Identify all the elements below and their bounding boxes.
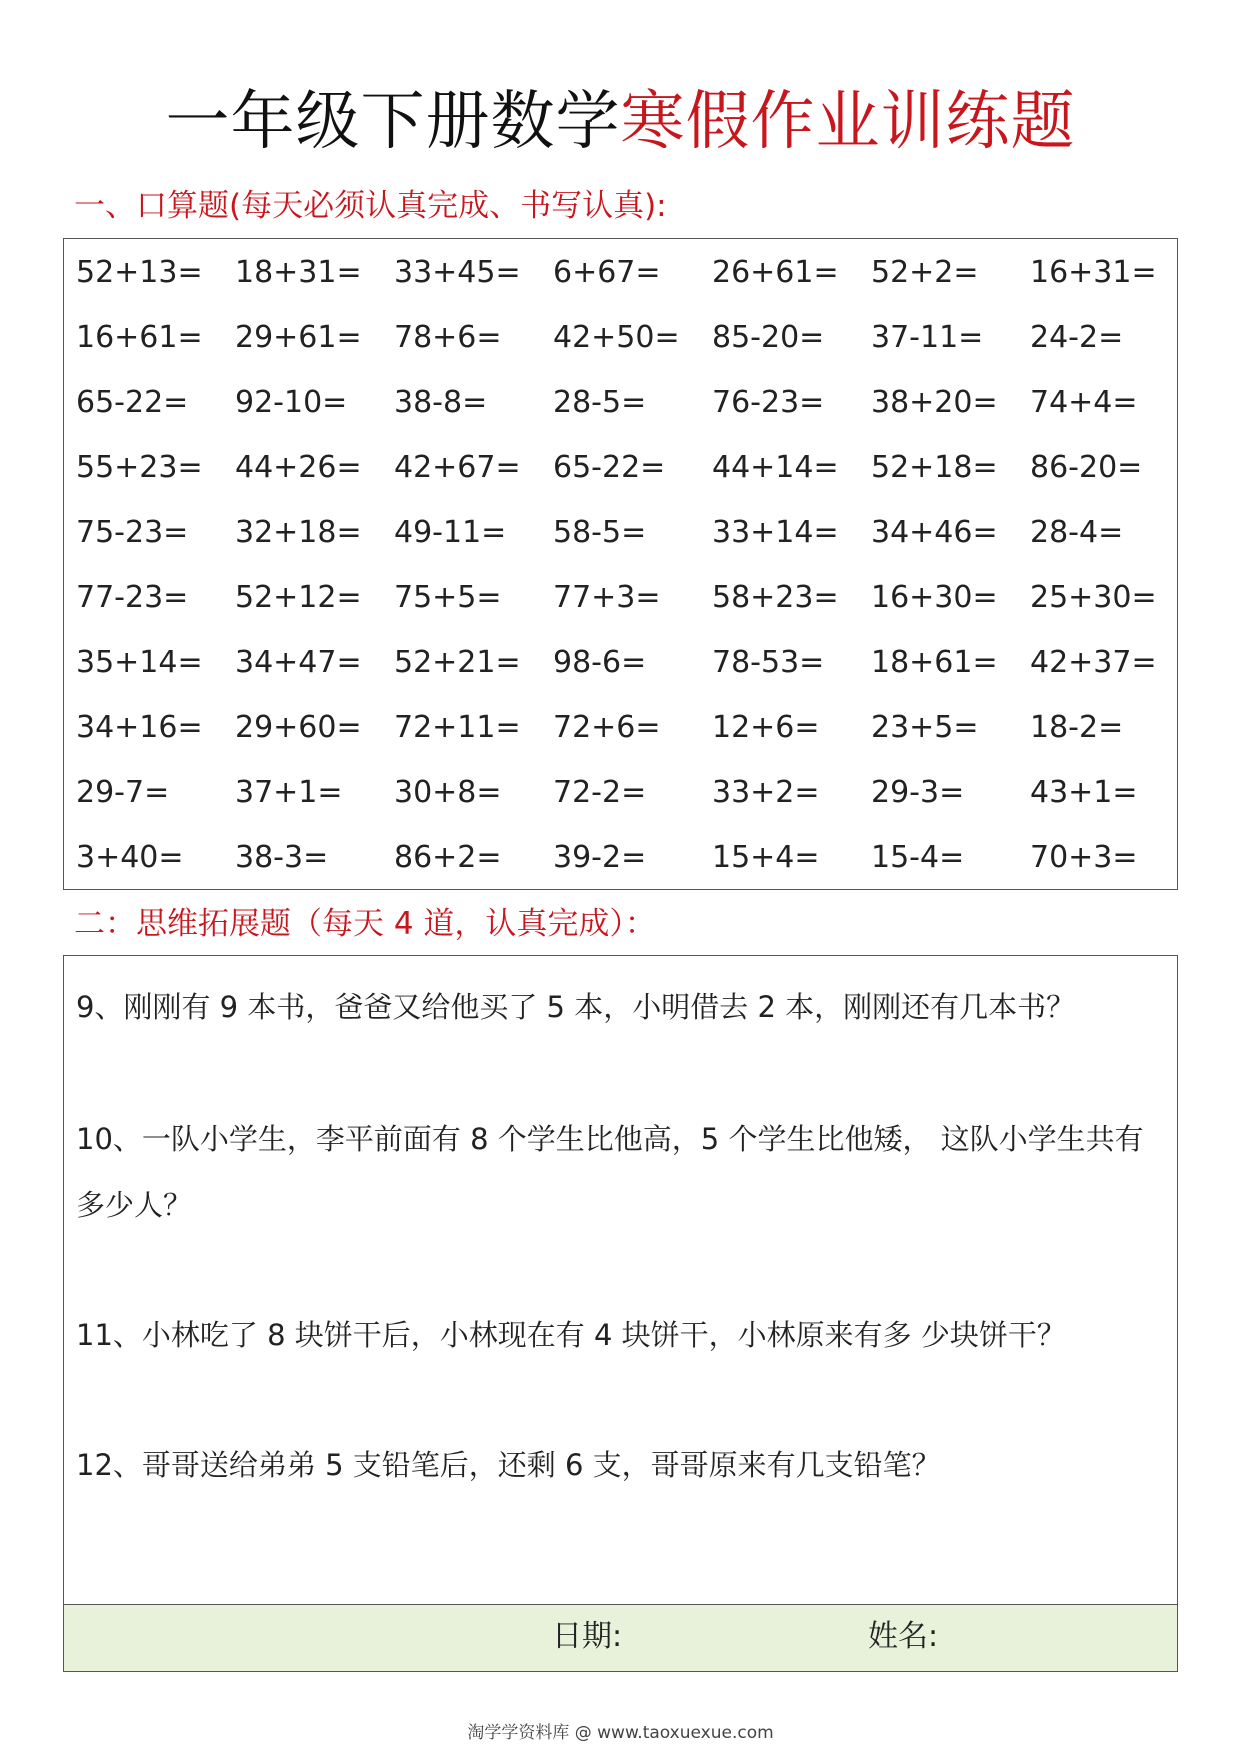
math-problem: 44+14= bbox=[712, 450, 839, 485]
math-problem: 16+61= bbox=[76, 320, 203, 355]
word-problem-10: 10、一队小学生，李平前面有 8 个学生比他高，5 个学生比他矮， 这队小学生共有多少人？ bbox=[76, 1122, 1144, 1222]
math-problem: 58-5= bbox=[553, 515, 647, 550]
math-problem: 29-7= bbox=[76, 775, 170, 810]
math-problem: 34+16= bbox=[76, 710, 203, 745]
math-problem: 15-4= bbox=[871, 840, 965, 875]
section2-heading: 二：思维拓展题（每天 4 道，认真完成）： bbox=[74, 906, 656, 942]
math-problem: 34+47= bbox=[235, 645, 362, 680]
math-problem: 52+21= bbox=[394, 645, 521, 680]
page-title bbox=[0, 82, 1241, 162]
footer-band bbox=[64, 1604, 1177, 1671]
math-problem: 75-23= bbox=[76, 515, 189, 550]
math-problem: 98-6= bbox=[553, 645, 647, 680]
date-label: 日期: bbox=[552, 1619, 623, 1654]
math-problem: 29+61= bbox=[235, 320, 362, 355]
math-problem: 35+14= bbox=[76, 645, 203, 680]
section1-heading: 一、口算题(每天必须认真完成、书写认真): bbox=[74, 188, 667, 224]
math-problem: 37-11= bbox=[871, 320, 984, 355]
word-problem-11: 11、小林吃了 8 块饼干后，小林现在有 4 块饼干，小林原来有多 少块饼干？ bbox=[76, 1318, 1066, 1352]
title-part-red: 寒假作业训练题 bbox=[620, 85, 1076, 159]
math-problem: 78+6= bbox=[394, 320, 502, 355]
math-problem: 86-20= bbox=[1030, 450, 1143, 485]
math-problem: 76-23= bbox=[712, 385, 825, 420]
math-problem: 72-2= bbox=[553, 775, 647, 810]
math-problem: 32+18= bbox=[235, 515, 362, 550]
math-problem: 44+26= bbox=[235, 450, 362, 485]
math-problem: 18+31= bbox=[235, 255, 362, 290]
math-problem: 24-2= bbox=[1030, 320, 1124, 355]
mental-math-box bbox=[63, 238, 1178, 890]
math-problem: 86+2= bbox=[394, 840, 502, 875]
math-problem: 38+20= bbox=[871, 385, 998, 420]
math-problem: 25+30= bbox=[1030, 580, 1157, 615]
math-problem: 39-2= bbox=[553, 840, 647, 875]
math-problem: 33+45= bbox=[394, 255, 521, 290]
math-problem: 37+1= bbox=[235, 775, 343, 810]
mental-math-grid bbox=[76, 251, 1177, 901]
math-problem: 75+5= bbox=[394, 580, 502, 615]
math-problem: 42+67= bbox=[394, 450, 521, 485]
math-problem: 42+50= bbox=[553, 320, 680, 355]
math-problem: 72+11= bbox=[394, 710, 521, 745]
math-problem: 77+3= bbox=[553, 580, 661, 615]
word-problem-12: 12、哥哥送给弟弟 5 支铅笔后，还剩 6 支，哥哥原来有几支铅笔？ bbox=[76, 1448, 941, 1482]
math-problem: 15+4= bbox=[712, 840, 820, 875]
math-problem: 55+23= bbox=[76, 450, 203, 485]
math-problem: 18+61= bbox=[871, 645, 998, 680]
math-problem: 29+60= bbox=[235, 710, 362, 745]
word-problem-9: 9、刚刚有 9 本书，爸爸又给他买了 5 本，小明借去 2 本，刚刚还有几本书？ bbox=[76, 990, 1076, 1024]
math-problem: 52+12= bbox=[235, 580, 362, 615]
math-problem: 38-3= bbox=[235, 840, 329, 875]
math-problem: 65-22= bbox=[76, 385, 189, 420]
math-problem: 42+37= bbox=[1030, 645, 1157, 680]
math-problem: 43+1= bbox=[1030, 775, 1138, 810]
math-problem: 78-53= bbox=[712, 645, 825, 680]
math-problem: 72+6= bbox=[553, 710, 661, 745]
math-problem: 77-23= bbox=[76, 580, 189, 615]
math-problem: 65-22= bbox=[553, 450, 666, 485]
math-problem: 23+5= bbox=[871, 710, 979, 745]
math-problem: 3+40= bbox=[76, 840, 184, 875]
math-problem: 26+61= bbox=[712, 255, 839, 290]
math-problem: 74+4= bbox=[1030, 385, 1138, 420]
math-problem: 49-11= bbox=[394, 515, 507, 550]
math-problem: 16+30= bbox=[871, 580, 998, 615]
math-problem: 30+8= bbox=[394, 775, 502, 810]
math-problem: 18-2= bbox=[1030, 710, 1124, 745]
watermark: 淘学学资料库 @ www.taoxuexue.com bbox=[467, 1723, 774, 1743]
math-problem: 38-8= bbox=[394, 385, 488, 420]
math-problem: 58+23= bbox=[712, 580, 839, 615]
math-problem: 70+3= bbox=[1030, 840, 1138, 875]
math-problem: 34+46= bbox=[871, 515, 998, 550]
math-problem: 29-3= bbox=[871, 775, 965, 810]
math-problem: 92-10= bbox=[235, 385, 348, 420]
math-problem: 6+67= bbox=[553, 255, 661, 290]
math-problem: 52+2= bbox=[871, 255, 979, 290]
name-label: 姓名: bbox=[868, 1619, 939, 1654]
title-part-black: 一年级下册数学 bbox=[165, 85, 621, 159]
math-problem: 33+14= bbox=[712, 515, 839, 550]
math-problem: 85-20= bbox=[712, 320, 825, 355]
math-problem: 33+2= bbox=[712, 775, 820, 810]
math-problem: 16+31= bbox=[1030, 255, 1157, 290]
math-problem: 12+6= bbox=[712, 710, 820, 745]
word-problems-box bbox=[63, 955, 1178, 1672]
math-problem: 28-4= bbox=[1030, 515, 1124, 550]
math-problem: 52+13= bbox=[76, 255, 203, 290]
math-problem: 52+18= bbox=[871, 450, 998, 485]
math-problem: 28-5= bbox=[553, 385, 647, 420]
